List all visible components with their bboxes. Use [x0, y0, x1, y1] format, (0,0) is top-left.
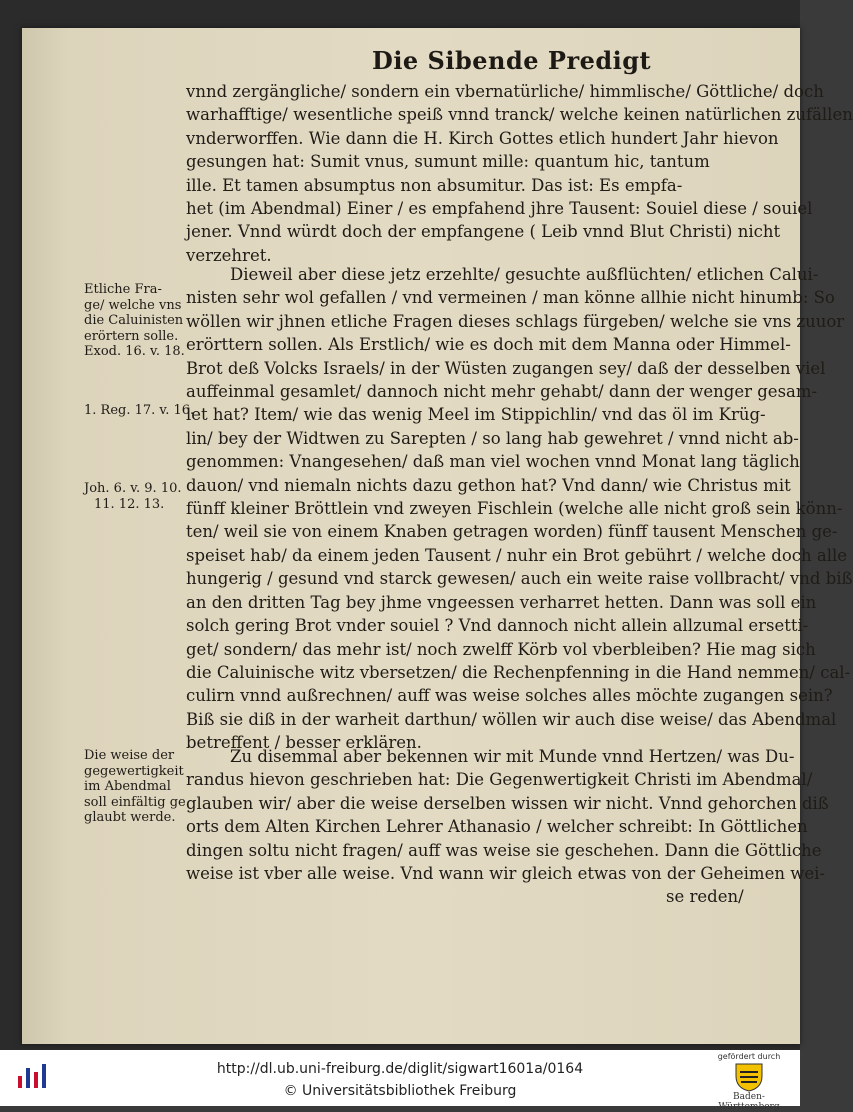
margin-line: Exod. 16. v. 18. [84, 344, 185, 359]
paragraph-1 [186, 80, 853, 267]
text-line: weise ist vber alle weise. Vnd wann wir gleich etwas von der Geheimen wei- [186, 864, 825, 884]
copyright-text: © Universitätsbibliothek Freiburg [283, 1083, 517, 1099]
margin-line: gegewertigkeit [84, 763, 184, 779]
text-line: betreffent / besser erklären. [186, 733, 422, 753]
text-line: an den dritten Tag bey jhme vngeessen verharret hetten. Dann was soll ein [186, 592, 817, 612]
margin-note-manner [84, 748, 186, 826]
margin-line: 11. 12. 13. [94, 496, 165, 512]
margin-line: im Abendmal [84, 779, 171, 795]
margin-line: glaubt werde. [84, 810, 176, 826]
text-line: glauben wir/ aber die weise derselben wissen wir nicht. Vnnd gehorchen diß [186, 793, 829, 813]
margin-line: 1. Reg. 17. v. 16. [84, 403, 195, 418]
margin-line: Etliche Fra- [84, 282, 162, 297]
paragraph-3 [186, 745, 829, 909]
text-line: jener. Vnnd würdt doch der empfangene ( Leib vnnd Blut Christi) nicht [186, 222, 781, 242]
margin-line: die Caluinisten [84, 313, 184, 329]
text-line: het (im Abendmal) Einer / es empfahend jhre Tausent: Souiel diese / souiel [186, 199, 813, 219]
text-line: orts dem Alten Kirchen Lehrer Athanasio / welcher schreibt: In Göttlichen [186, 817, 808, 837]
text-line: get/ sondern/ das mehr ist/ noch zwelff Körb vol vberbleiben? Hie mag sich [186, 639, 816, 659]
text-line: ille. Et tamen absumptus non absumitur. Das ist: Es empfa- [186, 175, 683, 195]
margin-note-john [84, 481, 186, 512]
margin-note-kings [84, 403, 195, 419]
sponsor-name: Baden-Württemberg [718, 1092, 780, 1112]
text-line: erörttern sollen. Als Erstlich/ wie es doch mit dem Manna oder Himmel- [186, 335, 791, 355]
text-line: auffeinmal gesamlet/ dannoch nicht mehr gehabt/ dann der wenger gesam- [186, 382, 818, 402]
text-line: die Caluinische witz vbersetzen/ die Rechenpfenning in die Hand nemmen/ cal- [186, 662, 851, 682]
text-line: solch gering Brot vnder souiel ? Vnd dannoch nicht allein allzumal ersetti- [186, 616, 809, 636]
margin-line: erörtern solle. [84, 328, 179, 344]
text-line: vnnd zergängliche/ sondern ein vbernatürliche/ himmlische/ Göttliche/ doch [186, 82, 824, 101]
sponsor-caption: gefördert durch [717, 1052, 781, 1061]
paragraph-2 [186, 263, 853, 755]
margin-line: Joh. 6. v. 9. 10. [84, 481, 182, 496]
text-line: fünff kleiner Bröttlein vnd zweyen Fischlein (welche alle nicht groß sein könn- [186, 499, 843, 519]
margin-line: soll einfältig ge [84, 794, 186, 810]
margin-note-questions [84, 282, 186, 344]
page-url-link[interactable]: http://dl.ub.uni-freiburg.de/diglit/sigwart1601a/0164 [216, 1061, 584, 1077]
text-line: verzehret. [186, 245, 272, 265]
page-header: Die Sibende Predigt [372, 46, 652, 75]
margin-line: Die weise der [84, 748, 175, 763]
text-line: let hat? Item/ wie das wenig Meel im Stippichlin/ vnd das öl im Krüg- [186, 405, 766, 425]
text-line: warhafftige/ wesentliche speiß vnnd tranck/ welche keinen natürlichen zufällen [186, 105, 853, 125]
text-line: se reden/ [666, 887, 744, 907]
text-line: Biß sie diß in der warheit darthun/ wöllen wir auch dise weise/ das Abendmal [186, 709, 837, 729]
coat-of-arms-icon [732, 1062, 766, 1092]
text-line: vnderworffen. Wie dann die H. Kirch Gottes etlich hundert Jahr hievon [186, 128, 779, 148]
margin-note-exodus [84, 344, 186, 360]
text-line: dingen soltu nicht fragen/ auff was weise sie geschehen. Dann die Göttliche [186, 840, 822, 860]
text-line: wöllen wir jhnen etliche Fragen dieses schlags fürgeben/ welche sie vns zuuor [186, 311, 845, 331]
text-line: nisten sehr wol gefallen / vnd vermeinen / man könne allhie nicht hinumb: So [186, 288, 835, 308]
sponsor-logo [704, 1052, 794, 1112]
text-line: dauon/ vnd niemaln nichts dazu gethon hat? Vnd dann/ wie Christus mit [186, 475, 791, 495]
footer-bar [0, 1050, 800, 1112]
text-line: lin/ bey der Widtwen zu Sarepten / so lang hab gewehret / vnnd nicht ab- [186, 428, 799, 448]
text-line: speiset hab/ da einem jeden Tausent / nuhr ein Brot gebührt / welche doch alle [186, 545, 848, 565]
text-line: genommen: Vnangesehen/ daß man viel wochen vnnd Monat lang täglich [186, 452, 800, 472]
text-line: culirn vnnd außrechnen/ auff was weise solches alles möchte zugangen sein? [186, 686, 833, 706]
text-line: randus hievon geschrieben hat: Die Gegenwertigkeit Christi im Abendmal/ [186, 770, 813, 790]
text-line: ten/ weil sie von einem Knaben getragen worden) fünff tausent Menschen ge- [186, 522, 838, 542]
text-line: gesungen hat: Sumit vnus, sumunt mille: quantum hic, tantum [186, 152, 710, 172]
margin-line: ge/ welche vns [84, 297, 182, 313]
text-line: hungerig / gesund vnd starck gewesen/ auch ein weite raise vollbracht/ vnd biß [186, 569, 853, 589]
text-line: Dieweil aber diese jetz erzehlte/ gesuchte außflüchten/ etlichen Calui- [230, 265, 819, 284]
text-line: Zu disemmal aber bekennen wir mit Munde vnnd Hertzen/ was Du- [230, 747, 795, 766]
text-line: Brot deß Volcks Israels/ in der Wüsten zugangen sey/ daß der desselben viel [186, 358, 826, 378]
